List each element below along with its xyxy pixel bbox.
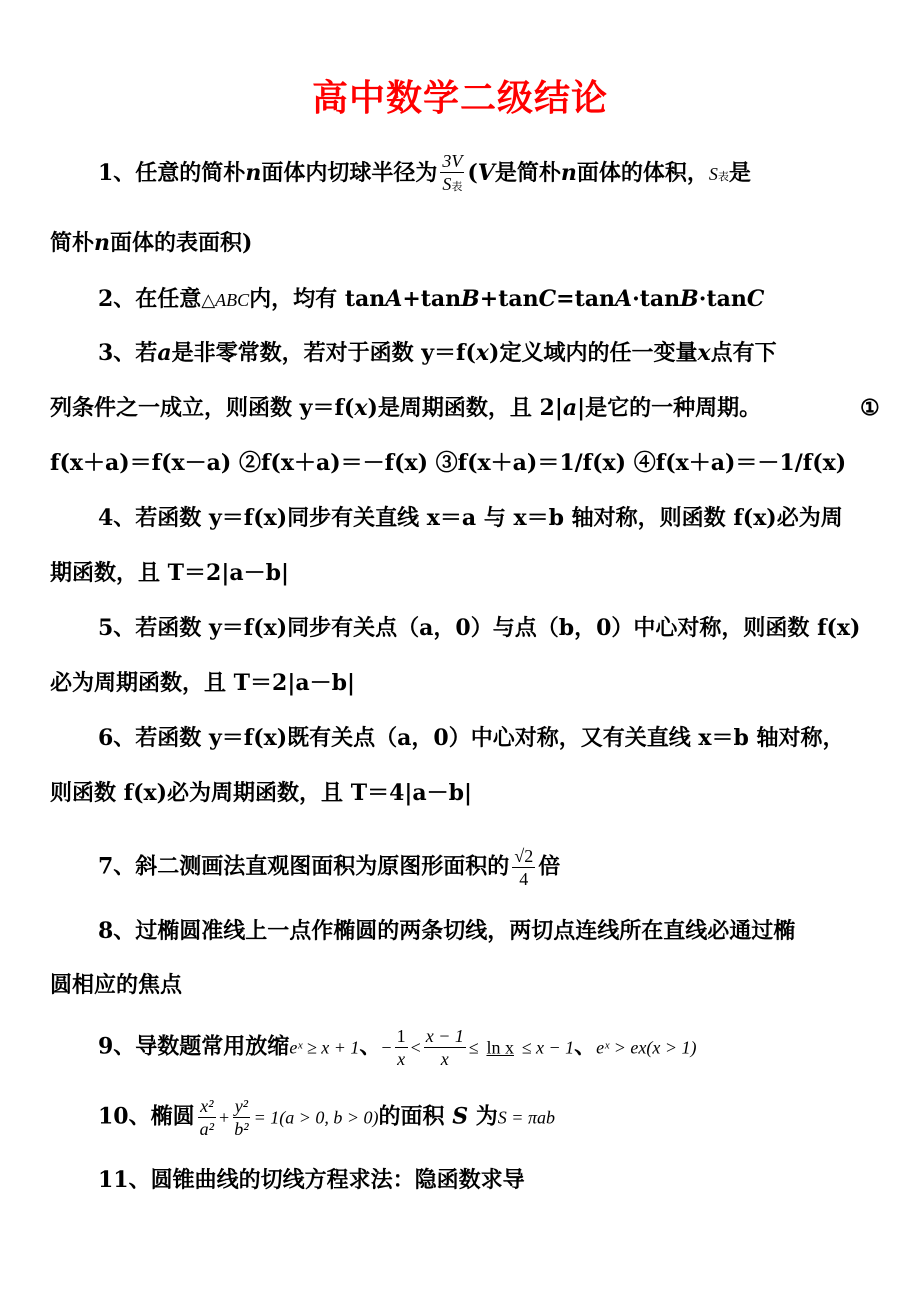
fraction-numerator: x − 1 — [425, 1026, 464, 1046]
fraction-denominator — [440, 173, 464, 198]
var-n: n — [94, 230, 111, 256]
item-5-line-2: 必为周期函数，且 T＝2|a－b| — [50, 670, 355, 696]
text: ·tan — [632, 286, 681, 312]
item-6-line-2: 则函数 f(x)必为周期函数，且 T＝4|a－b| — [50, 780, 473, 806]
fraction-y2-over-b2 — [232, 1095, 250, 1140]
var-a: a — [157, 340, 172, 366]
var: C — [538, 286, 557, 312]
text: 列条件之一成立，则函数 y＝f( — [50, 395, 355, 421]
fraction-numerator: √2 — [514, 846, 534, 866]
item-9 — [98, 1025, 898, 1070]
item-10 — [98, 1095, 898, 1140]
formula-2-tail: ≤ x − 1 — [521, 1037, 575, 1058]
ellipse-condition: = 1(a > 0, b > 0) — [253, 1107, 379, 1128]
var-s: S — [452, 1103, 469, 1130]
ln-x: ln x — [486, 1037, 514, 1058]
fraction-denominator: b² — [234, 1119, 249, 1139]
fraction-numerator: 3V — [442, 151, 463, 171]
fraction-x-minus-1-over-x — [424, 1025, 466, 1070]
text: )定义域内的任一变量 — [489, 340, 698, 366]
text: 是简朴 — [494, 160, 561, 186]
s-surface — [709, 164, 729, 184]
var-a: a — [562, 395, 578, 421]
text: 简朴 — [50, 230, 95, 256]
item-4-line-2: 期函数，且 T＝2|a－b| — [50, 560, 289, 586]
item-8-line-1: 8、过椭圆准线上一点作椭圆的两条切线，两切点连线所在直线必通过椭 — [98, 918, 796, 944]
leq: ≤ — [468, 1037, 479, 1058]
item-3-line-1 — [98, 338, 898, 368]
plus: + — [219, 1107, 230, 1128]
text: 面体内切球半径为 — [261, 160, 438, 186]
var: C — [746, 286, 765, 312]
text: 是 — [728, 160, 751, 186]
separator: 、 — [359, 1033, 382, 1060]
item-5-line-1: 5、若函数 y＝f(x)同步有关点（a，0）与点（b，0）中心对称，则函数 f(x) — [98, 615, 861, 641]
text: =tan — [556, 286, 616, 312]
var: B — [461, 286, 480, 312]
text: 的面积 — [378, 1103, 445, 1130]
var-x: x — [354, 395, 368, 421]
text: 面体的体积， — [576, 160, 709, 186]
text: 1、任意的简朴 — [98, 160, 246, 186]
var: B — [680, 286, 699, 312]
text: 10、椭圆 — [98, 1103, 195, 1130]
item-2 — [98, 284, 898, 315]
text: |是它的一种周期。 — [577, 395, 762, 421]
page-title: 高中数学二级结论 — [311, 78, 608, 119]
text: 为 — [475, 1103, 498, 1130]
var: A — [385, 286, 403, 312]
subscript: 表 — [717, 171, 729, 183]
item-6-line-1: 6、若函数 y＝f(x)既有关点（a，0）中心对称，又有关直线 x＝b 轴对称， — [98, 725, 845, 751]
var-n: n — [245, 160, 262, 186]
text: 内，均有 tan — [249, 286, 386, 312]
fraction-sqrt2-over-4 — [512, 845, 535, 890]
circled-one: ① — [860, 395, 880, 421]
minus: − — [381, 1037, 392, 1058]
var-v: V — [477, 160, 495, 186]
var-x: x — [475, 340, 490, 366]
var-s: S — [442, 174, 452, 194]
text: +tan — [402, 286, 462, 312]
item-1-line-2 — [50, 228, 890, 258]
item-3-line-2 — [50, 393, 890, 423]
fraction-numerator: y² — [234, 1096, 249, 1116]
item-11: 11、圆锥曲线的切线方程求法：隐函数求导 — [98, 1167, 525, 1193]
text: 点有下 — [710, 340, 777, 366]
item-3-line-3: f(x＋a)＝f(x－a) ②f(x＋a)＝－f(x) ③f(x＋a)＝1/f(x) ④f(x＋a)＝－1/f(x) — [50, 450, 847, 476]
text: ·tan — [698, 286, 747, 312]
item-4-line-1: 4、若函数 y＝f(x)同步有关直线 x＝a 与 x＝b 轴对称，则函数 f(x)必为周 — [98, 505, 843, 531]
text: 7、斜二测画法直观图面积为原图形面积的 — [98, 853, 510, 880]
fraction-numerator: x² — [200, 1096, 214, 1116]
text: 2、在任意 — [98, 286, 202, 312]
text: 面体的表面积) — [110, 230, 253, 256]
fraction-1-over-x — [395, 1025, 408, 1070]
subscript: 表 — [451, 181, 463, 193]
fraction-numerator: 1 — [396, 1026, 406, 1046]
formula-1: eˣ ≥ x + 1 — [289, 1037, 360, 1058]
fraction-3v-over-s — [440, 150, 464, 198]
area-formula: S = πab — [497, 1107, 555, 1128]
var-x: x — [697, 340, 711, 366]
text: ( — [467, 160, 478, 186]
text: 9、导数题常用放缩 — [98, 1033, 290, 1060]
var: A — [615, 286, 633, 312]
text: 倍 — [538, 853, 561, 880]
text: )是周期函数，且 2| — [367, 395, 563, 421]
fraction-denominator: a² — [199, 1119, 215, 1139]
fraction-denominator: x — [397, 1049, 406, 1069]
item-7 — [98, 845, 898, 890]
var-n: n — [560, 160, 577, 186]
text: 3、若 — [98, 340, 158, 366]
var-s: S — [708, 164, 718, 184]
item-1-line-1 — [98, 150, 898, 198]
separator: 、 — [574, 1033, 597, 1060]
triangle-abc: △ABC — [201, 290, 250, 310]
fraction-x2-over-a2 — [198, 1095, 216, 1140]
text: +tan — [479, 286, 539, 312]
item-8-line-2: 圆相应的焦点 — [50, 972, 183, 998]
fraction-denominator: 4 — [519, 869, 529, 889]
formula-3: eˣ > ex(x > 1) — [596, 1037, 697, 1058]
text: 是非零常数，若对于函数 y＝f( — [171, 340, 476, 366]
fraction-denominator: x — [440, 1049, 449, 1069]
less-than: < — [410, 1037, 421, 1058]
